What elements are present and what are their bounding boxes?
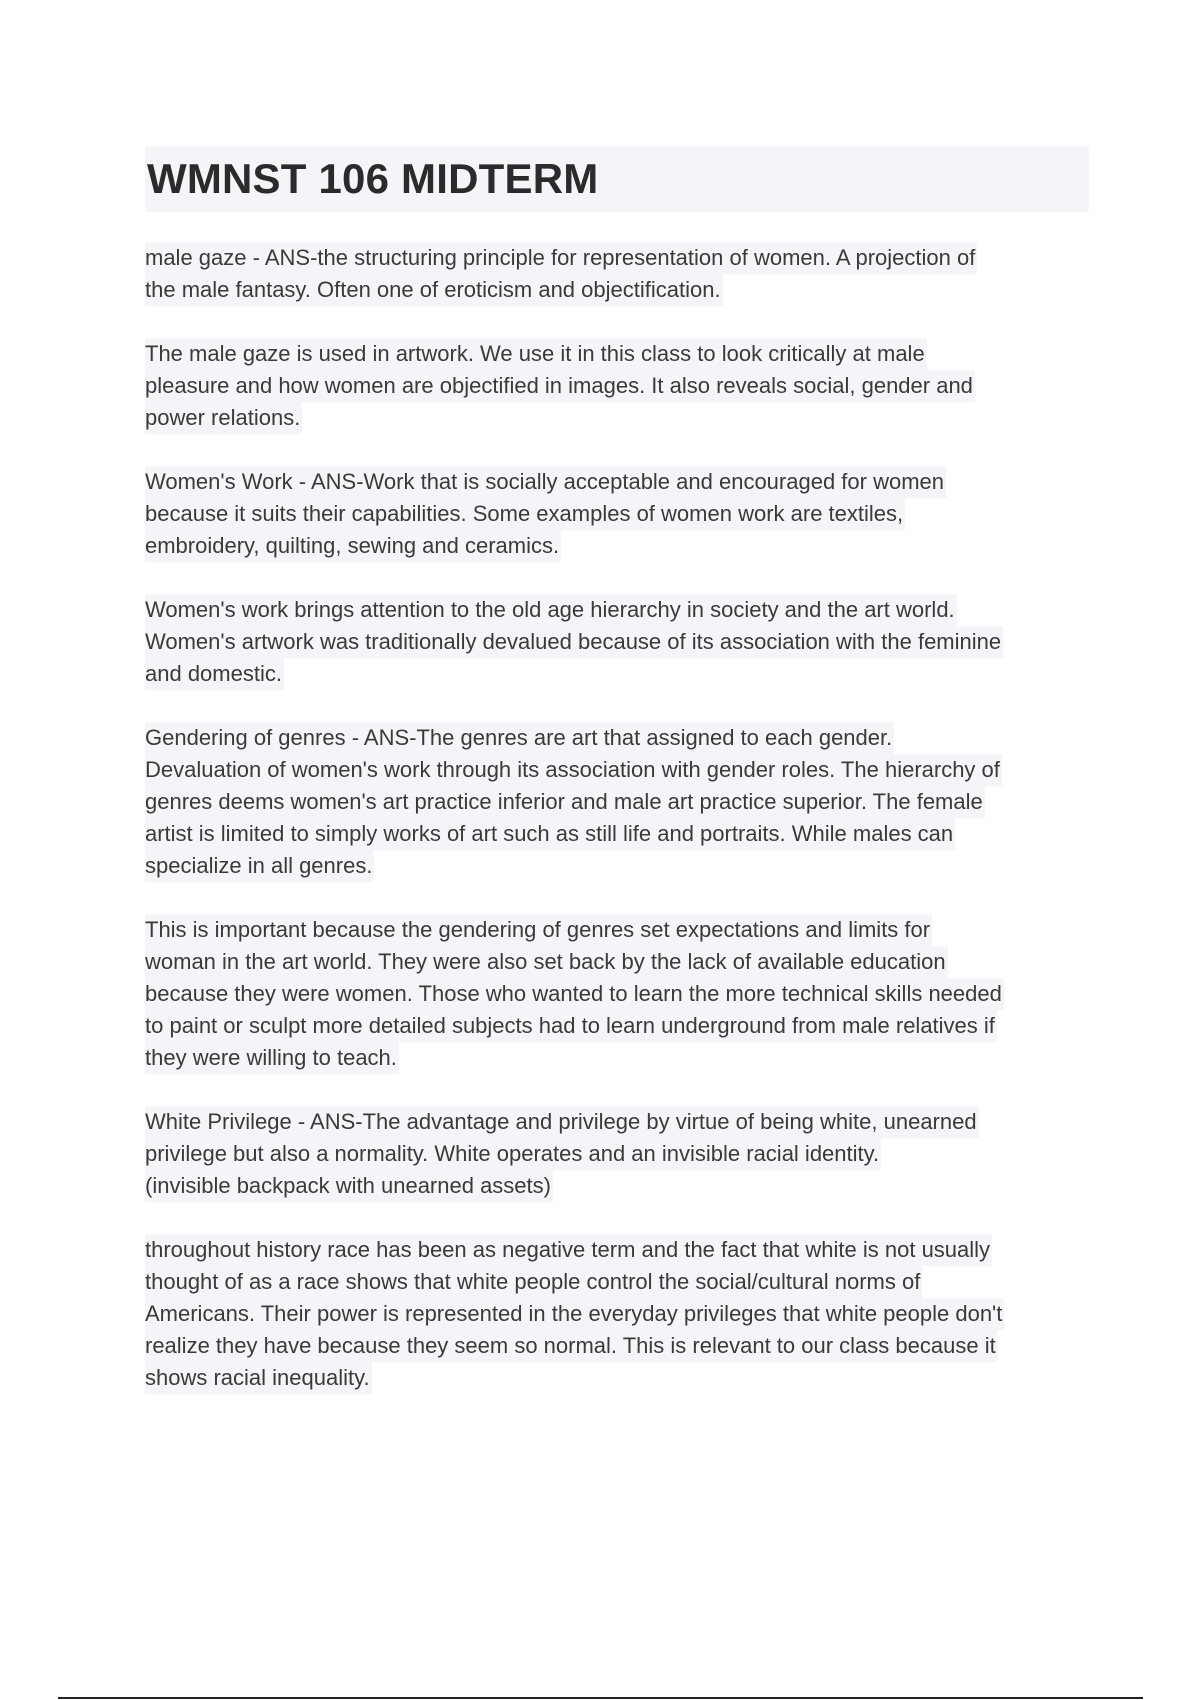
paragraph-line: genres deems women's art practice inferior and male art practice superior. The female (145, 786, 985, 818)
paragraph-line: the male fantasy. Often one of eroticism and objectification. (145, 274, 723, 306)
paragraph-line: Women's Work - ANS-Work that is socially acceptable and encouraged for women (145, 466, 946, 498)
paragraph-line: specialize in all genres. (145, 850, 374, 882)
paragraph-line: shows racial inequality. (145, 1362, 372, 1394)
paragraph-line: throughout history race has been as negative term and the fact that white is not usually (145, 1234, 992, 1266)
body-paragraph (145, 338, 1095, 434)
paragraph-line: Women's artwork was traditionally devalued because of its association with the feminine (145, 626, 1003, 658)
paragraph-line: because they were women. Those who wanted to learn the more technical skills needed (145, 978, 1004, 1010)
body-paragraph (145, 722, 1095, 882)
title-banner (145, 146, 1089, 212)
document-title: WMNST 106 MIDTERM (147, 155, 599, 202)
paragraph-line: and domestic. (145, 658, 284, 690)
paragraph-line: thought of as a race shows that white people control the social/cultural norms of (145, 1266, 922, 1298)
body-paragraph (145, 594, 1095, 690)
paragraph-line: embroidery, quilting, sewing and ceramics. (145, 530, 561, 562)
document-body (145, 242, 1095, 1426)
body-paragraph (145, 1106, 1095, 1202)
paragraph-line: privilege but also a normality. White operates and an invisible racial identity. (145, 1138, 881, 1170)
paragraph-line: Gendering of genres - ANS-The genres are art that assigned to each gender. (145, 722, 894, 754)
paragraph-line: realize they have because they seem so normal. This is relevant to our class because it (145, 1330, 998, 1362)
paragraph-line: Americans. Their power is represented in the everyday privileges that white people don't (145, 1298, 1004, 1330)
body-paragraph (145, 242, 1095, 306)
body-paragraph (145, 914, 1095, 1074)
paragraph-line: White Privilege - ANS-The advantage and privilege by virtue of being white, unearned (145, 1106, 979, 1138)
paragraph-line: Women's work brings attention to the old age hierarchy in society and the art world. (145, 594, 957, 626)
paragraph-line: pleasure and how women are objectified in images. It also reveals social, gender and (145, 370, 975, 402)
paragraph-line: This is important because the gendering of genres set expectations and limits for (145, 914, 932, 946)
paragraph-line: artist is limited to simply works of art such as still life and portraits. While males can (145, 818, 955, 850)
paragraph-line: (invisible backpack with unearned assets) (145, 1170, 553, 1202)
paragraph-line: they were willing to teach. (145, 1042, 399, 1074)
paragraph-line: woman in the art world. They were also set back by the lack of available education (145, 946, 948, 978)
page-bottom-rule (58, 1697, 1143, 1699)
paragraph-line: Devaluation of women's work through its association with gender roles. The hierarchy of (145, 754, 1002, 786)
body-paragraph (145, 1234, 1095, 1394)
paragraph-line: The male gaze is used in artwork. We use it in this class to look critically at male (145, 338, 927, 370)
paragraph-line: because it suits their capabilities. Some examples of women work are textiles, (145, 498, 905, 530)
paragraph-line: male gaze - ANS-the structuring principle for representation of women. A projection of (145, 242, 977, 274)
paragraph-line: to paint or sculpt more detailed subjects had to learn underground from male relatives if (145, 1010, 997, 1042)
body-paragraph (145, 466, 1095, 562)
paragraph-line: power relations. (145, 402, 302, 434)
